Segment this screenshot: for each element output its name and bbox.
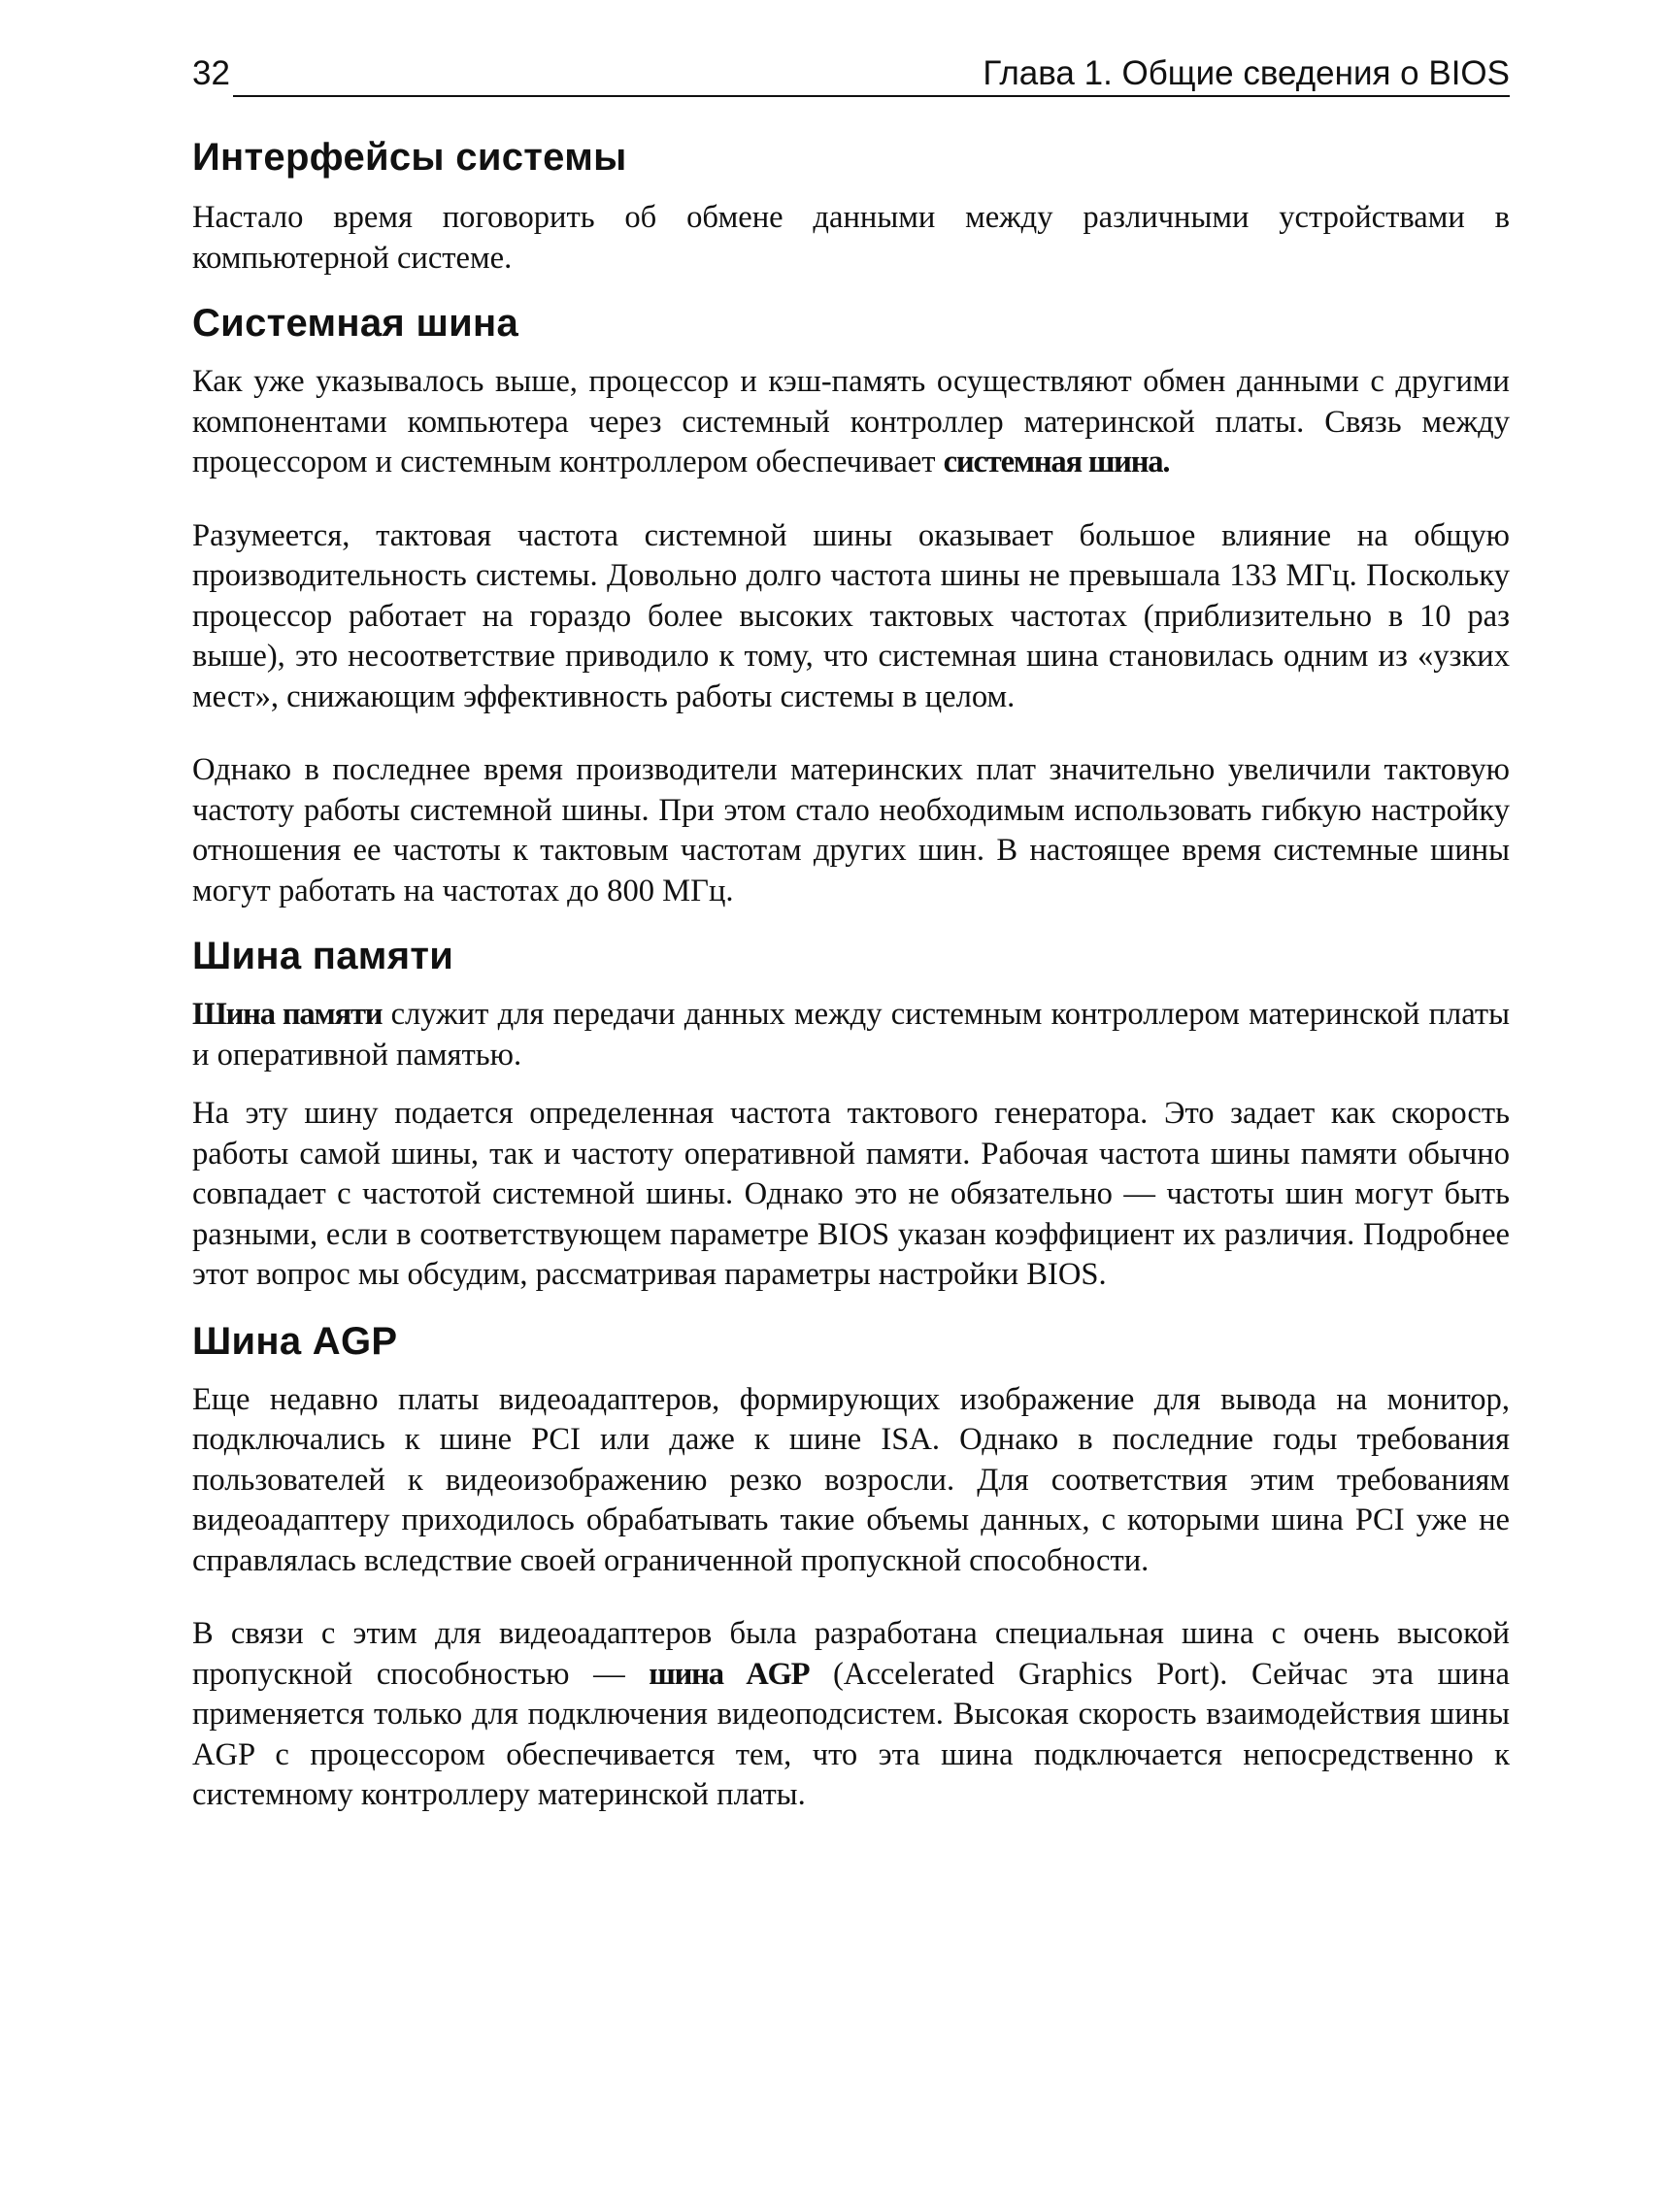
heading-agp-bus: Шина AGP bbox=[192, 1319, 398, 1363]
paragraph-system-bus-1 bbox=[192, 362, 1510, 483]
paragraph-agp-bus-2 bbox=[192, 1614, 1510, 1816]
paragraph-text: (Accelerated Graphics Port). Сейчас эта шина применяется только для подключения видеоподсистем. Высокая скорость взаимодействия шины AGP с процессором обеспечивается тем, что эта шина подключается непосредственно к системному контроллеру материнской платы. bbox=[192, 1656, 1510, 1812]
paragraph-system-bus-2: Разумеется, тактовая частота системной шины оказывает большое влияние на общую производительность системы. Довольно долго частота шины не превышала 133 МГц. Поскольку процессор работает на гораздо более высоких тактовых частотах (приблизительно в 10 раз выше), это несоответствие приводило к тому, что системная шина становилась одним из «узких мест», снижающим эффективность работы системы в целом. bbox=[192, 517, 1510, 714]
paragraph-agp-bus-1: Еще недавно платы видеоадаптеров, формирующих изображение для вывода на монитор, подключались к шине PCI или даже к шине ISA. Однако в последние годы требования пользователей к видеоизображению резко возросли. Для соответствия этим требованиям видеоадаптеру приходилось обрабатывать такие объемы данных, с которыми шина PCI уже не справлялась вследствие своей ограниченной пропускной способности. bbox=[192, 1381, 1510, 1578]
term-system-bus: системная шина. bbox=[943, 445, 1170, 479]
paragraph-text: В связи с этим для видеоадаптеров была разработана специальная шина с очень высокой пропускной способностью — bbox=[192, 1616, 1510, 1692]
paragraph-memory-bus-1 bbox=[192, 995, 1510, 1075]
header-rule bbox=[233, 95, 1510, 97]
paragraph-text: Как уже указывалось выше, процессор и кэш-память осуществляют обмен данными с другими компонентами компьютера через системный контроллер материнской платы. Связь между процессором и системным контроллером обеспечивает bbox=[192, 364, 1510, 479]
book-page bbox=[192, 49, 1510, 1816]
term-agp-bus: шина AGP bbox=[649, 1656, 810, 1692]
heading-memory-bus: Шина памяти bbox=[192, 935, 454, 977]
page-number: 32 bbox=[192, 54, 230, 92]
paragraph-interfaces-1: Настало время поговорить об обмене данными между различными устройствами в компьютерной системе. bbox=[192, 200, 1510, 276]
heading-interfaces: Интерфейсы системы bbox=[192, 136, 627, 179]
paragraph-memory-bus-2: На эту шину подается определенная частота тактового генератора. Это задает как скорость работы самой шины, так и частоту оперативной памяти. Рабочая частота шины памяти обычно совпадает с частотой системной шины. Однако это не обязательно — частоты шин могут быть разными, если в соответствующем параметре BIOS указан коэффициент их различия. Подробнее этот вопрос мы обсудим, рассматривая параметры настройки BIOS. bbox=[192, 1096, 1510, 1292]
paragraph-system-bus-3: Однако в последнее время производители материнских плат значительно увеличили тактовую частоту работы системной шины. При этом стало необходимым использовать гибкую настройку отношения ее частоты к тактовым частотам других шин. В настоящее время системные шины могут работать на частотах до 800 МГц. bbox=[192, 752, 1510, 908]
heading-system-bus: Системная шина bbox=[192, 302, 519, 345]
term-memory-bus: Шина памяти bbox=[192, 997, 383, 1032]
paragraph-text: служит для передачи данных между системным контроллером материнской платы и оперативной памятью. bbox=[192, 997, 1511, 1073]
running-header bbox=[192, 49, 1510, 99]
chapter-title: Глава 1. Общие сведения о BIOS bbox=[983, 54, 1510, 92]
